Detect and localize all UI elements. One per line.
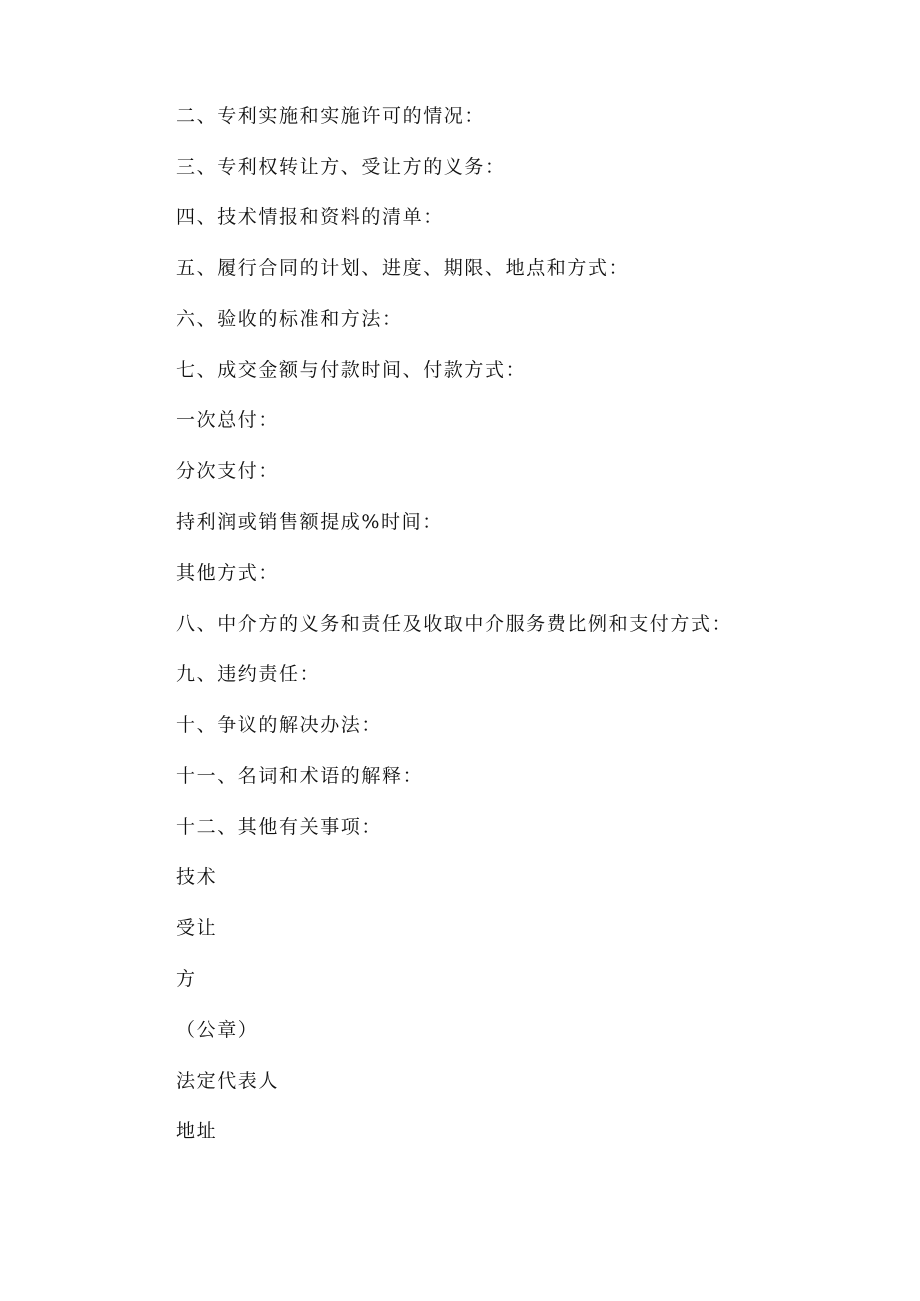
clause-5-contract-performance: 五、履行合同的计划、进度、期限、地点和方式： xyxy=(176,257,630,279)
clause-6-acceptance-standards: 六、验收的标准和方法： xyxy=(176,308,403,330)
clause-3-party-obligations: 三、专利权转让方、受让方的义务： xyxy=(176,156,506,178)
clause-7-payment-terms: 七、成交金额与付款时间、付款方式： xyxy=(176,359,527,381)
clause-4-technical-materials: 四、技术情报和资料的清单： xyxy=(176,206,444,228)
clause-2-patent-implementation: 二、专利实施和实施许可的情况： xyxy=(176,105,486,127)
payment-other-method: 其他方式： xyxy=(176,562,280,584)
clause-10-dispute-resolution: 十、争议的解决办法： xyxy=(176,714,383,736)
payment-lump-sum: 一次总付： xyxy=(176,409,280,431)
clause-8-intermediary-obligations: 八、中介方的义务和责任及收取中介服务费比例和支付方式： xyxy=(176,613,733,635)
signature-transferee-label: 受让 xyxy=(176,917,218,939)
address-label: 地址 xyxy=(176,1120,218,1142)
signature-technology-label: 技术 xyxy=(176,866,218,888)
official-seal-label: （公章） xyxy=(176,1019,259,1041)
clause-9-liability: 九、违约责任： xyxy=(176,663,321,685)
legal-representative-label: 法定代表人 xyxy=(176,1070,280,1092)
signature-party-label: 方 xyxy=(176,968,197,990)
clause-12-other-matters: 十二、其他有关事项： xyxy=(176,816,383,838)
payment-profit-share: 持利润或销售额提成%时间： xyxy=(176,511,443,533)
clause-11-terms-explanation: 十一、名词和术语的解释： xyxy=(176,765,424,787)
payment-installments: 分次支付： xyxy=(176,460,280,482)
